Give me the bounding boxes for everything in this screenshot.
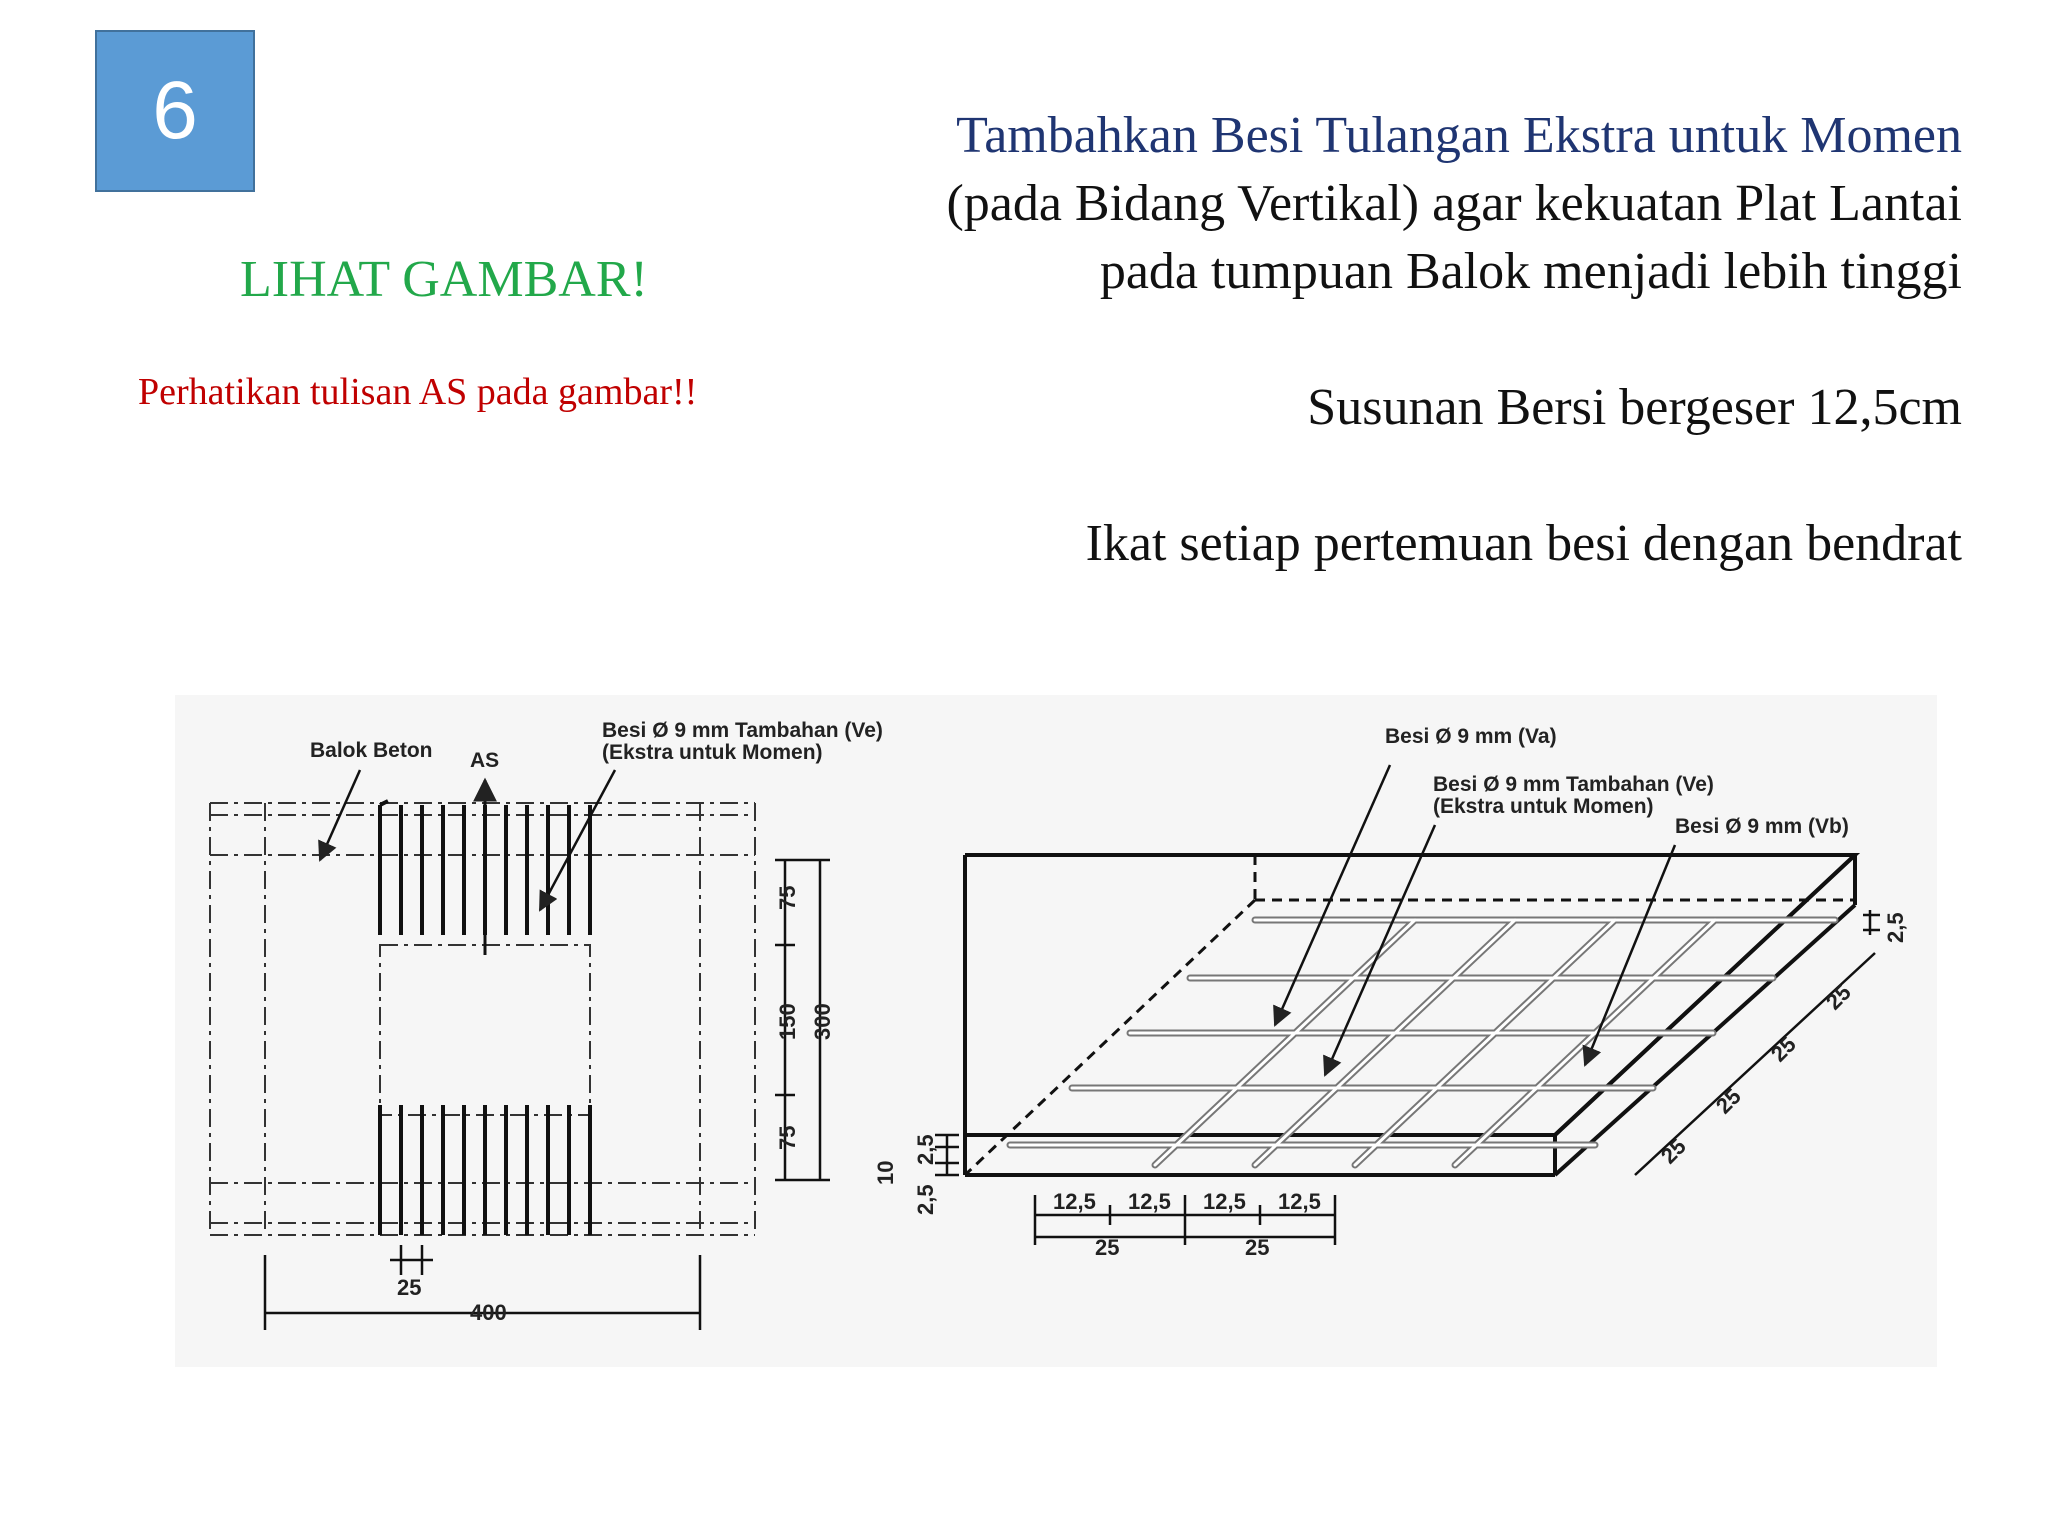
plan-view — [210, 770, 830, 1330]
dim-25: 25 — [397, 1275, 422, 1300]
dim-side-25-3: 25 — [1765, 1031, 1801, 1067]
dim-left-2-5-b: 2,5 — [913, 1184, 938, 1215]
dim-75-bottom: 75 — [775, 1125, 800, 1150]
slide-number-box — [95, 30, 255, 192]
dim-side-25-1: 25 — [1655, 1133, 1691, 1169]
instruction-line-3: pada tumpuan Balok menjadi lebih tinggi — [1099, 243, 1962, 300]
dim-left-2-5-a: 2,5 — [913, 1134, 938, 1165]
label-iso-va: Besi Ø 9 mm (Va) — [1385, 725, 1557, 748]
dim-left-10: 10 — [873, 1160, 898, 1185]
dim-bottom-12-5-3: 12,5 — [1203, 1189, 1246, 1214]
label-plan-extra-1: Besi Ø 9 mm Tambahan (Ve) — [602, 719, 883, 742]
instruction-line-4: Susunan Bersi bergeser 12,5cm — [1307, 379, 1962, 436]
drawing-svg — [175, 695, 1937, 1367]
dim-iso-top-2-5: 2,5 — [1883, 912, 1908, 943]
reinforcement-drawing — [175, 695, 1937, 1367]
label-plan-extra-2: (Ekstra untuk Momen) — [602, 741, 823, 764]
dim-bottom-12-5-2: 12,5 — [1128, 1189, 1171, 1214]
lihat-gambar-heading: LIHAT GAMBAR! — [240, 251, 648, 308]
label-iso-vb: Besi Ø 9 mm (Vb) — [1675, 815, 1849, 838]
dim-75-top: 75 — [775, 885, 800, 910]
dim-400: 400 — [470, 1300, 507, 1325]
dim-bottom-25-2: 25 — [1245, 1235, 1270, 1260]
slide-number: 6 — [152, 65, 198, 156]
dim-side-25-4: 25 — [1820, 979, 1856, 1015]
dim-bottom-12-5-4: 12,5 — [1278, 1189, 1321, 1214]
dim-150: 150 — [775, 1003, 800, 1040]
perhatikan-note: Perhatikan tulisan AS pada gambar!! — [138, 371, 698, 413]
dim-bottom-12-5-1: 12,5 — [1053, 1189, 1096, 1214]
label-as: AS — [470, 749, 500, 772]
dim-300: 300 — [810, 1003, 835, 1040]
label-balok-beton: Balok Beton — [310, 739, 433, 762]
label-iso-ve-2: (Ekstra untuk Momen) — [1433, 795, 1654, 818]
dim-bottom-25-1: 25 — [1095, 1235, 1120, 1260]
instruction-line-1: Tambahkan Besi Tulangan Ekstra untuk Momen — [956, 107, 1962, 164]
label-iso-ve-1: Besi Ø 9 mm Tambahan (Ve) — [1433, 773, 1714, 796]
instruction-line-5: Ikat setiap pertemuan besi dengan bendrat — [1085, 515, 1962, 572]
dim-side-25-2: 25 — [1710, 1083, 1746, 1119]
instruction-line-2: (pada Bidang Vertikal) agar kekuatan Plat Lantai — [946, 175, 1962, 232]
